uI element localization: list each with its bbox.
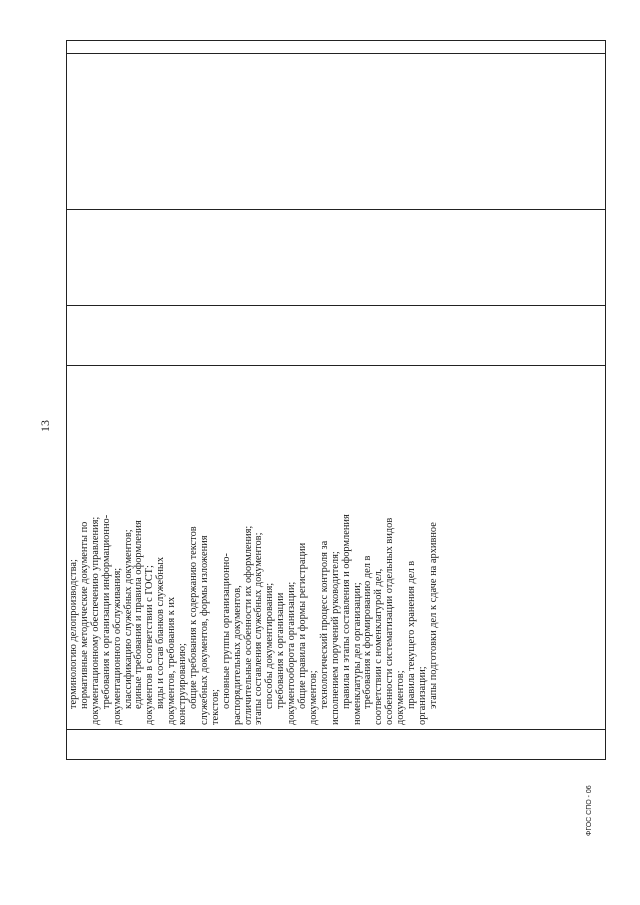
content-line: классификацию служебных документов; [122,529,134,709]
content-cell [67,365,605,729]
content-line: исполнением поручений руководителя; [329,551,341,725]
content-line: общие требования к содержанию текстов [187,526,199,709]
content-line: требования к формированию дел в [362,555,374,709]
content-line: терминологию делопроизводства; [68,559,79,709]
content-line: правила и этапы составления и оформления [340,514,352,709]
content-line: этапы подготовки дел к сдаче на архивное [427,522,439,709]
table-row [67,41,605,759]
content-line: единые требования и правила оформления [133,520,145,709]
curriculum-table-frame [66,40,606,760]
content-line: документационному обеспечению управления; [89,516,101,725]
content-line: документов, требования к их [166,596,178,725]
curriculum-table [66,40,606,760]
content-line: конструированию; [177,643,189,725]
index-cell [67,729,605,759]
content-line: отличительные особенности их оформления; [242,525,254,725]
content-line: способы документирования; [264,582,276,709]
footer-code: ФГОС СПО - 06 [586,785,593,836]
page-number: 13 [38,420,52,432]
content-line: соответствии с номенклатурой дел, [373,568,385,725]
content-line: технологический процесс контроля за [318,540,330,709]
content-line: распорядительных документов, [231,585,243,725]
hours-class-cell [67,209,605,305]
content-line: номенклатуры дел организации; [351,582,363,725]
content-line: нормативные методические документы по [78,521,90,709]
discipline-cell [67,53,605,209]
content-line: требования к организации информационно- [100,514,112,709]
content-line: служебных документов, формы изложения [198,535,210,725]
content-line: общие правила и формы регистрации [297,542,309,709]
content-line: требования к организации [275,592,287,709]
content-line: документов; [307,670,319,725]
content-line: документооборота организации; [286,581,298,725]
content-line: этапы составления служебных документов; [253,532,265,725]
content-line: виды и состав бланков служебных [155,556,167,709]
content-line: основные группы организационно- [220,553,232,709]
content-line: документов в соответствии с ГОСТ; [144,565,156,725]
content-line: документов; [395,670,407,725]
content-line: особенности систематизации отдельных видов [384,517,396,725]
content-line: организации; [417,666,428,725]
hours-max-cell [67,305,605,365]
content-line: документационного обслуживания; [111,567,123,725]
competence-cell [67,41,605,53]
content-line: правила текущего хранения дел в [406,560,418,709]
content-line: текстов; [209,689,221,725]
